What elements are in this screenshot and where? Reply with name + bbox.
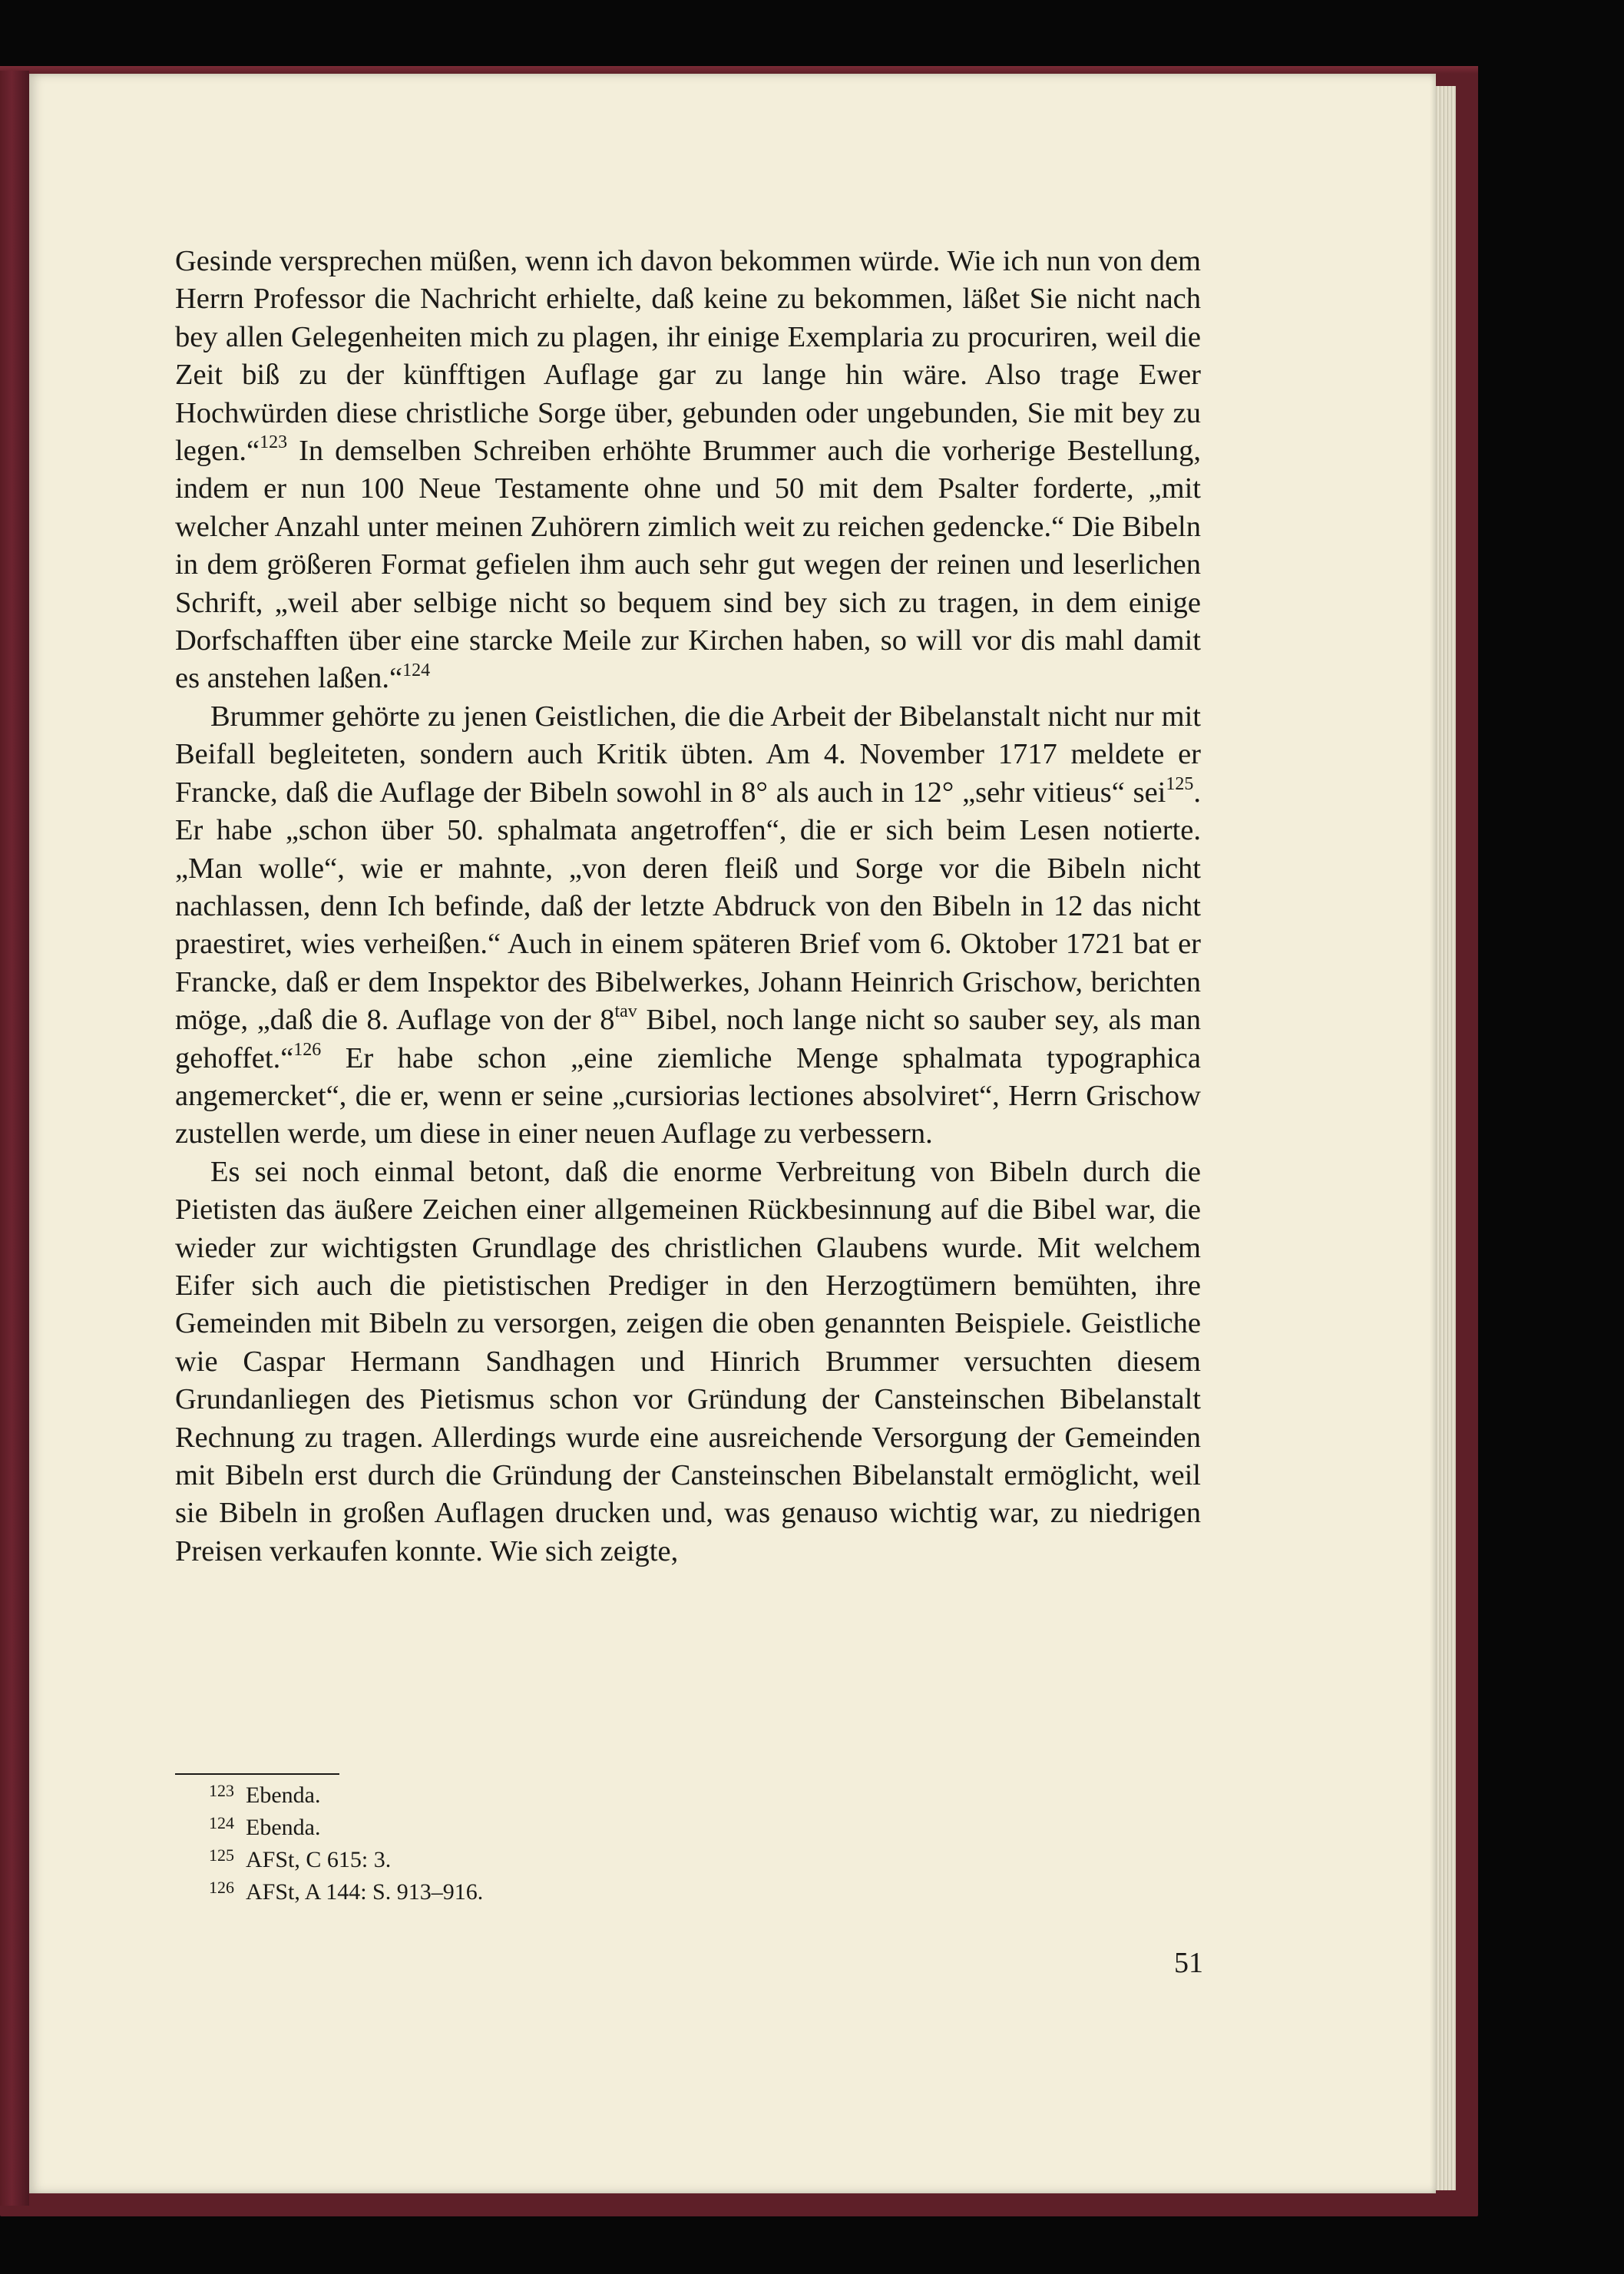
paragraph-2-part-d: Er habe schon „eine ziemliche Menge sphalmata typographica angemercket“, die er, wenn er seine „cursiorias lectiones absolviret“, Herrn Grischow zustellen werde, um diese in einer neuen Auflage zu verbessern. (175, 1041, 1201, 1150)
paragraph-1-part-a: Gesinde versprechen müßen, wenn ich davon bekommen würde. Wie ich nun von dem Herrn Professor die Nachricht erhielte, daß keine zu bekommen, läßet Sie nicht nach bey allen Gelegenheiten mich zu plagen, ihr einige Exemplaria zu procuriren, weil die Zeit biß zu der künfftigen Auflage gar zu lange hin wäre. Also trage Ewer Hochwürden diese christliche Sorge über, gebunden oder ungebunden, Sie mit bey zu legen.“ (175, 245, 1201, 468)
footnotes (209, 1780, 900, 1909)
paragraph-2-part-a: Brummer gehörte zu jenen Geistlichen, die die Arbeit der Bibelanstalt nicht nur mit Beifall begleiteten, sondern auch Kritik übten. Am 4. November 1717 meldete er Francke, daß die Auflage der Bibeln sowohl in 8° als auch in 12° „sehr vitieus“ sei (175, 700, 1201, 809)
body-text (175, 243, 1201, 1571)
superscript-tav: tav (614, 1001, 637, 1022)
facing-page-edge (0, 71, 29, 2206)
paragraph-2 (175, 698, 1201, 1154)
footnote-124 (209, 1812, 900, 1845)
footnote-text: Ebenda. (246, 1815, 321, 1840)
footnote-ref-123: 123 (260, 432, 288, 453)
page-number: 51 (1174, 1947, 1203, 1979)
paragraph-2-part-b: . Er habe „schon über 50. sphalmata angetroffen“, die er sich beim Lesen notierte. „Man wolle“, wie er mahnte, „von deren fleiß und Sorge vor die Bibeln nicht nachlassen, denn Ich befinde, daß der letzte Abdruck von den Bibeln in 12 das nicht praestiret, wies verheißen.“ Auch in einem späteren Brief vom 6. Oktober 1721 bat er Francke, daß er dem Inspektor des Bibelwerkes, Johann Heinrich Grischow, berichten möge, „daß die 8. Auflage von der 8 (175, 776, 1201, 1037)
footnote-123 (209, 1780, 900, 1812)
footnote-number: 124 (209, 1813, 234, 1832)
book-cover-top-edge (0, 66, 1478, 74)
footnote-separator (175, 1773, 339, 1775)
footnote-number: 125 (209, 1845, 234, 1865)
paragraph-1-part-b: In demselben Schreiben erhöhte Brummer auch die vorherige Bestellung, indem er nun 100 Neue Testamente ohne und 50 mit dem Psalter forderte, „mit welcher Anzahl unter meinen Zuhörern zimlich weit zu reichen gedencke.“ Die Bibeln in dem größeren Format gefielen ihm auch sehr gut wegen der reinen und leserlichen Schrift, „weil aber selbige nicht so bequem sind bey sich zu tragen, in dem einige Dorfschafften über eine starcke Meile zur Kirchen haben, so will vor dis mahl damit es anstehen laßen.“ (175, 435, 1201, 695)
footnote-number: 126 (209, 1878, 234, 1897)
paragraph-2-part-c: Bibel, noch lange nicht so sauber sey, als man gehoffet.“ (175, 1004, 1202, 1074)
paragraph-3: Es sei noch einmal betont, daß die enorme Verbreitung von Bibeln durch die Pietisten das äußere Zeichen einer allgemeinen Rückbesinnung auf die Bibel war, die wieder zur wichtigsten Grundlage des christlichen Glaubens wurde. Mit welchem Eifer sich auch die pietistischen Prediger in den Herzogtümern bemühten, ihre Gemeinden mit Bibeln zu versorgen, zeigen die oben genannten Beispiele. Geistliche wie Caspar Hermann Sandhagen und Hinrich Brummer versuchten diesem Grundanliegen des Pietismus schon vor Gründung der Cansteinschen Bibelanstalt Rechnung zu tragen. Allerdings wurde eine ausreichende Versorgung der Gemeinden mit Bibeln erst durch die Gründung der Cansteinschen Bibelanstalt ermöglicht, weil sie Bibeln in großen Auflagen drucken und, was genauso wichtig war, zu niedrigen Preisen verkaufen konnte. Wie sich zeigte, (175, 1155, 1201, 1567)
paragraph-1 (175, 243, 1201, 698)
footnote-text: Ebenda. (246, 1782, 321, 1808)
footnote-number: 123 (209, 1781, 234, 1800)
footnote-125 (209, 1845, 900, 1877)
footnote-text: AFSt, C 615: 3. (246, 1847, 392, 1872)
footnote-text: AFSt, A 144: S. 913–916. (246, 1879, 484, 1905)
footnote-ref-125: 125 (1166, 773, 1194, 794)
footnote-ref-126: 126 (293, 1039, 322, 1060)
footnote-126 (209, 1877, 900, 1909)
footnote-ref-124: 124 (402, 660, 431, 680)
